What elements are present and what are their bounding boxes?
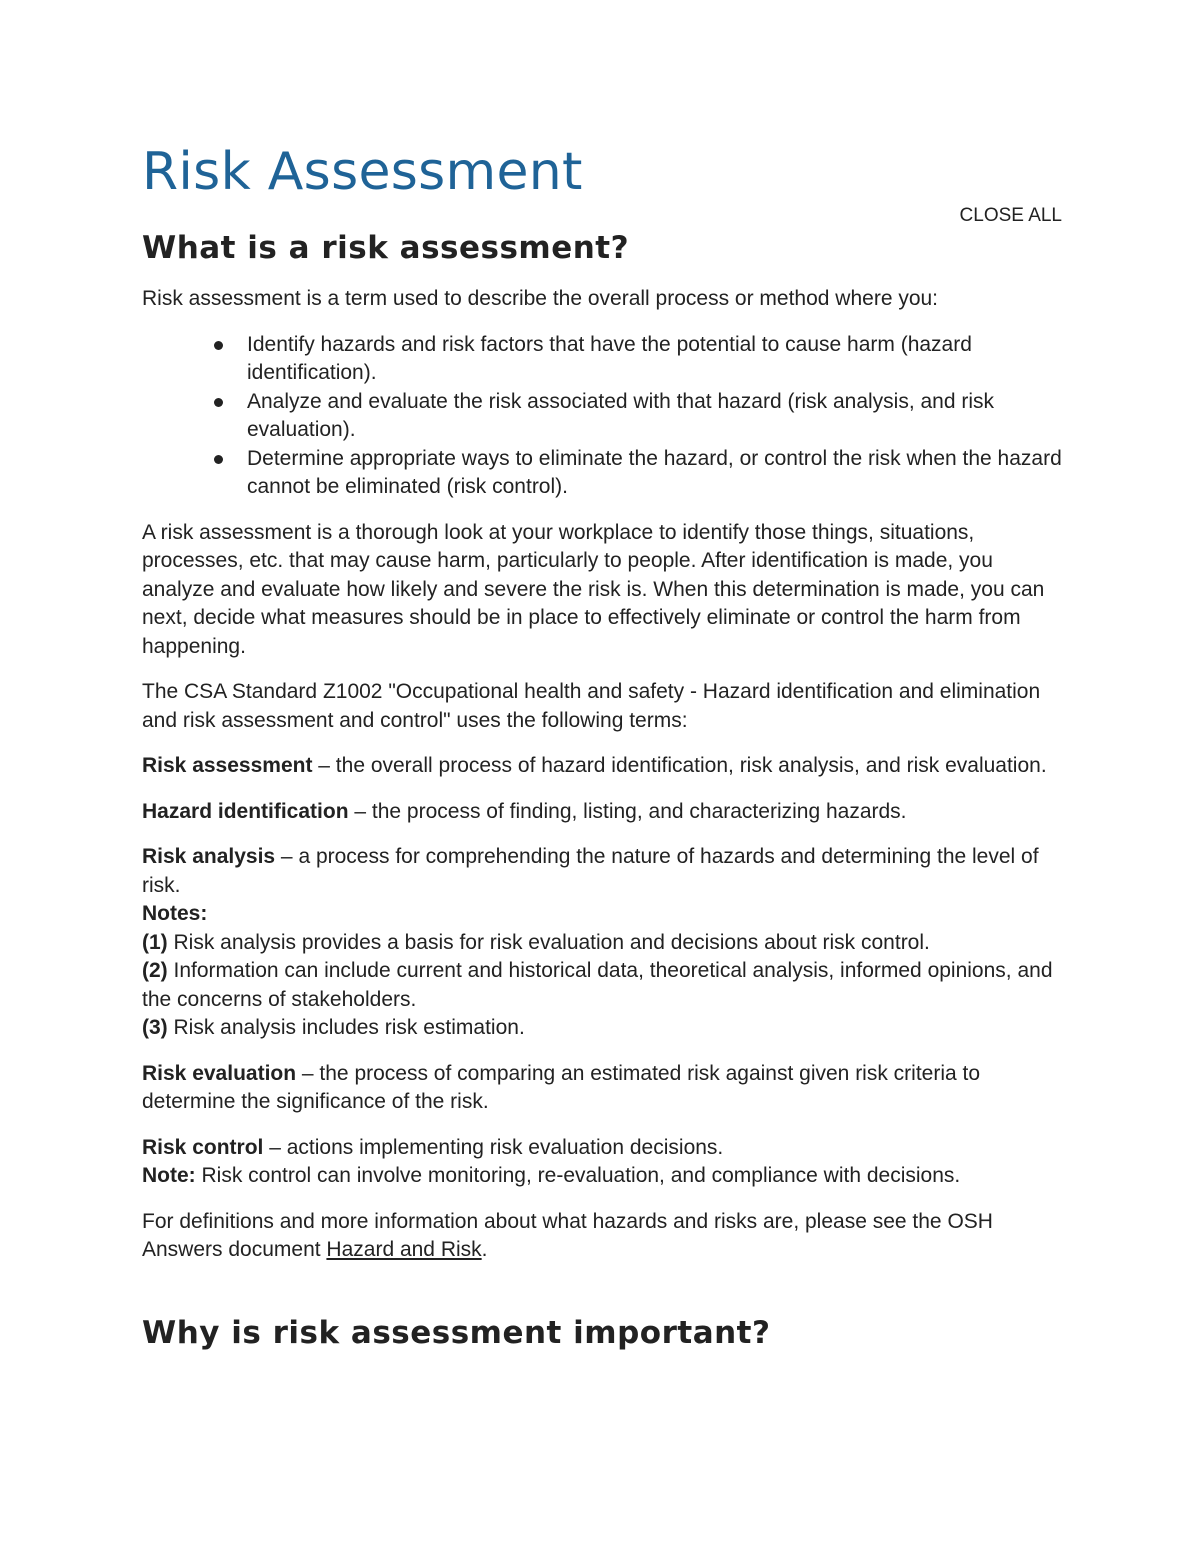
note-number: (1) — [142, 930, 168, 954]
csa-standard-paragraph: The CSA Standard Z1002 "Occupational health and safety - Hazard identification and elimination and risk assessment and control" uses the following terms: — [142, 680, 1041, 732]
intro-paragraph: Risk assessment is a term used to describe the overall process or method where you: — [142, 287, 939, 310]
bullet-text: Analyze and evaluate the risk associated with that hazard (risk analysis, and risk evaluation). — [247, 389, 995, 441]
definition-risk-assessment — [142, 752, 1062, 781]
definition-line — [142, 1134, 1062, 1163]
note-number: (2) — [142, 959, 168, 982]
definition-term: Risk analysis — [142, 845, 276, 868]
section-heading-what-is: What is a risk assessment? — [142, 230, 630, 266]
list-item — [247, 388, 1062, 445]
note-item — [142, 929, 1062, 958]
page-title: Risk Assessment — [142, 142, 583, 202]
bullet-list — [142, 331, 1062, 502]
bullet-text: Identify hazards and risk factors that have the potential to cause harm (hazard identification). — [247, 332, 972, 384]
note-item — [142, 1162, 1062, 1191]
definition-hazard-identification — [142, 798, 1062, 827]
bullet-icon — [214, 455, 223, 464]
close-all-button[interactable]: CLOSE ALL — [959, 205, 1062, 226]
definition-text: – the overall process of hazard identification, risk analysis, and risk evaluation. — [312, 754, 1047, 777]
workplace-paragraph: A risk assessment is a thorough look at your workplace to identify those things, situations, processes, etc. that may cause harm, particularly to people. After identification is made, you analyze and evaluate how likely and severe the risk is. When this determination is made, you can next, decide what measures should be in place to effectively eliminate or control the harm from happening. — [142, 520, 1045, 658]
note-text: Information can include current and historical data, theoretical analysis, informed opinions, and the concerns of stakeholders. — [142, 959, 1053, 1011]
list-item — [247, 331, 1062, 388]
definition-term: Hazard identification — [142, 799, 349, 823]
hazard-and-risk-link[interactable]: Hazard and Risk — [326, 1238, 482, 1261]
note-text: Risk analysis provides a basis for risk evaluation and decisions about risk control. — [167, 930, 930, 954]
list-item — [247, 445, 1062, 502]
bullet-text: Determine appropriate ways to eliminate the hazard, or control the risk when the hazard cannot be eliminated (risk control). — [247, 446, 1062, 498]
definition-text: – a process for comprehending the nature of hazards and determining the level of risk. — [142, 845, 1039, 897]
bullet-icon — [214, 398, 223, 407]
more-info-paragraph — [142, 1208, 1062, 1265]
definition-text: – the process of comparing an estimated risk against given risk criteria to determine the significance of the risk. — [142, 1061, 981, 1113]
note-item — [142, 1014, 1062, 1043]
definition-term: Risk control — [142, 1135, 264, 1159]
definition-risk-analysis — [142, 843, 1062, 1043]
note-number: (3) — [142, 1016, 168, 1039]
notes-label: Notes: — [142, 902, 208, 925]
note-text: Risk analysis includes risk estimation. — [167, 1016, 525, 1039]
note-label: Note: — [142, 1164, 196, 1187]
more-info-suffix: . — [481, 1238, 488, 1261]
definition-text: – actions implementing risk evaluation decisions. — [263, 1135, 724, 1159]
definition-text: – the process of finding, listing, and characterizing hazards. — [348, 799, 907, 823]
definition-risk-control — [142, 1134, 1062, 1191]
document-page — [142, 138, 1062, 1370]
bullet-icon — [214, 341, 223, 350]
note-item — [142, 957, 1062, 1014]
more-info-text: For definitions and more information about what hazards and risks are, please see the OSH Answers document — [142, 1209, 993, 1261]
definition-term: Risk evaluation — [142, 1061, 297, 1085]
definition-term: Risk assessment — [142, 754, 313, 777]
definition-risk-evaluation — [142, 1060, 1062, 1117]
definition-line — [142, 843, 1062, 900]
note-text: Risk control can involve monitoring, re-evaluation, and compliance with decisions. — [195, 1164, 961, 1187]
section-heading-why-important: Why is risk assessment important? — [142, 1314, 771, 1351]
